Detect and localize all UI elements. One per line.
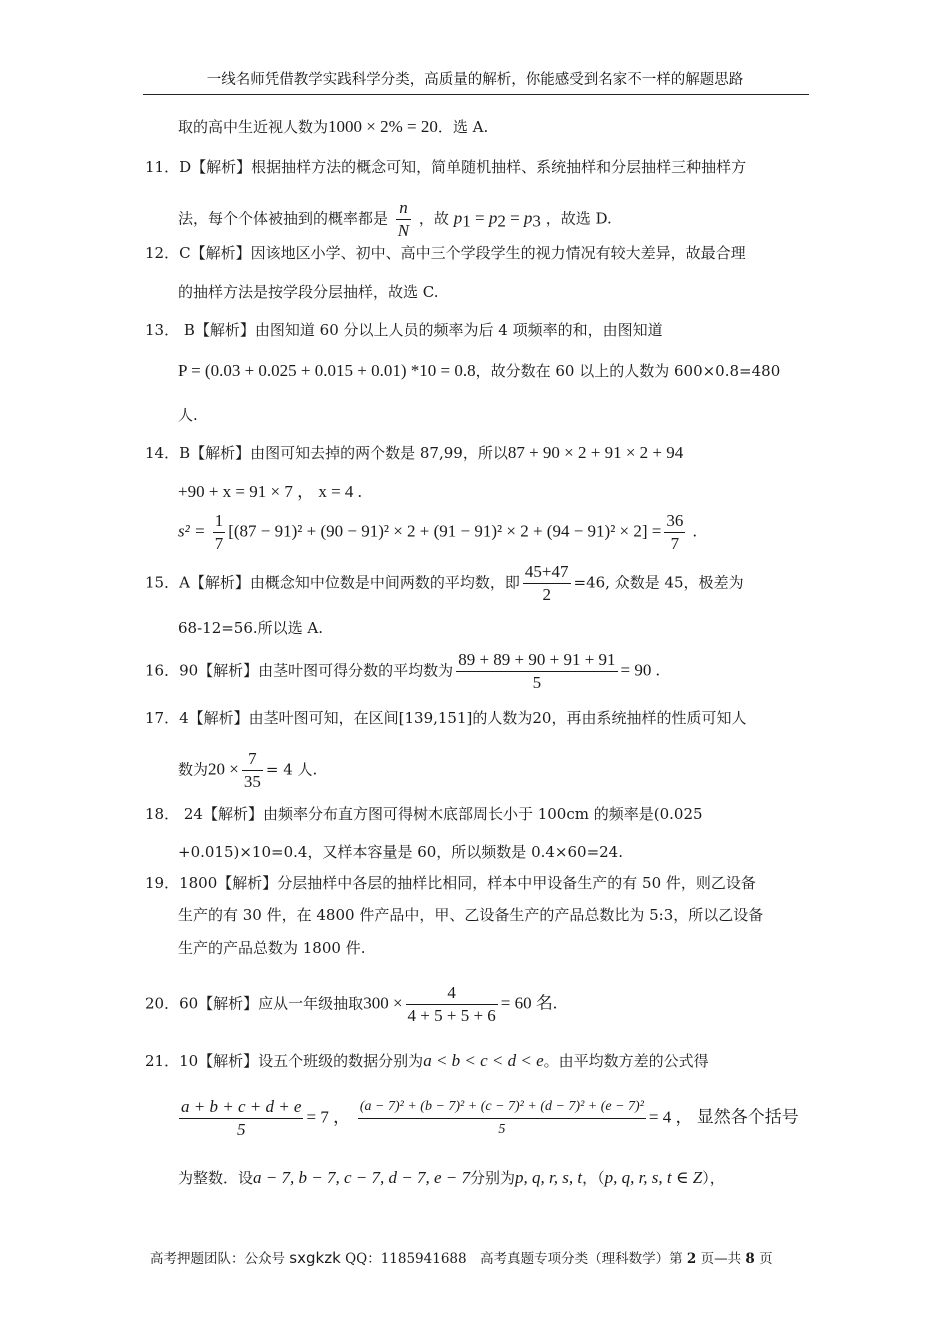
item-12-line-2: 的抽样方法是按学段分层抽样，故选 C. <box>178 283 439 301</box>
item-14-line-1: 14．B【解析】由图可知去掉的两个数是 87,99，所以87 + 90 × 2 + 91 × 2 + 94 <box>145 443 684 462</box>
page-header: 一线名师凭借教学实践科学分类，高质量的解析，你能感受到名家不一样的解题思路 <box>206 72 744 88</box>
item-14-line-2: +90 + x = 91 × 7 ， x = 4 . <box>178 482 362 501</box>
total-pages: 8 <box>745 1251 755 1267</box>
item-11-line-2: 法，每个个体被抽到的概率都是 $\frac{n}{N}$ ，故 $p_1 = p_2 = p_3$ ，故选 D. <box>178 198 612 240</box>
item-16-line: 16．90【解析】由茎叶图可得分数的平均数为 $\frac{89 + 89 + 90 + 91 + 91}{5}$ = 90 . <box>145 650 660 692</box>
footer-account: sxgkzk <box>289 1249 341 1267</box>
fraction-variance: $\frac{\text{(a − 7)² + (b − 7)² + (c − 7)² + (d − 7)² + (e − 7)²}}{5}$ <box>358 1096 646 1141</box>
item-13-line-3: 人. <box>178 406 198 424</box>
item-21-line-2: $\frac{a + b + c + d + e}{5}$ = 7 ， $\frac{\text{(a − 7)² + (b − 7)² + (c − 7)² + (d − 7)² + (e − 7)²}}{5}$ = 4 ， 显然各个括号 <box>181 1097 799 1139</box>
page-footer: 高考押题团队：公众号 sxgkzk QQ：1185941688 高考真题专项分类（理科数学）第 2 页—共 8 页 <box>150 1249 773 1267</box>
item-19-line-1: 19．1800【解析】分层抽样中各层的抽样比相同，样本中甲设备生产的有 50 件，则乙设备 <box>145 874 756 892</box>
fraction-average: $\frac{89 + 89 + 90 + 91 + 91}{5}$ <box>458 650 616 692</box>
item-14-variance-formula: s² = $\frac{1}{7}$ [(87 − 91)² + (90 − 91)² × 2 + (91 − 91)² × 2 + (94 − 91)² × 2] = $\frac{36}{7}$ . <box>178 511 697 553</box>
header-divider <box>143 94 809 95</box>
item-13-line-1: 13． B【解析】由图知道 60 分以上人员的频率为后 4 项频率的和，由图知道 <box>145 321 663 339</box>
item-17-line-2: 数为20 × $\frac{7}{35}$ = 4 人. <box>178 749 318 791</box>
item-18-line-2: +0.015)×10=0.4，又样本容量是 60，所以频数是 0.4×60=24. <box>178 843 623 861</box>
item-19-line-3: 生产的产品总数为 1800 件. <box>178 939 366 957</box>
item-15-line-1: 15．A【解析】由概念知中位数是中间两数的平均数，即 $\frac{45+47}{2}$ =46, 众数是 45，极差为 <box>145 562 744 604</box>
current-page: 2 <box>686 1251 697 1267</box>
item-15-line-2: 68-12=56.所以选 A. <box>178 619 324 637</box>
fraction-7-35: $\frac{7}{35}$ <box>243 749 261 791</box>
fraction-n-over-N: $\frac{n}{N}$ <box>397 198 410 240</box>
item-18-line-1: 18． 24【解析】由频率分布直方图可得树木底部周长小于 100cm 的频率是(0.025 <box>145 805 703 823</box>
item-20-line: 20．60【解析】应从一年级抽取300 × $\frac{4}{4 + 5 + 5 + 6}$ = 60 名. <box>145 983 558 1025</box>
item-11-line-1: 11．D【解析】根据抽样方法的概念可知，简单随机抽样、系统抽样和分层抽样三种抽样方 <box>145 158 747 176</box>
fraction-36-7: $\frac{36}{7}$ <box>666 511 684 553</box>
item-19-line-2: 生产的有 30 件，在 4800 件产品中，甲、乙设备生产的产品总数比为 5:3，所以乙设备 <box>178 906 764 924</box>
item-17-line-1: 17．4【解析】由茎叶图可知，在区间[139,151]的人数为20，再由系统抽样的性质可知人 <box>145 709 747 727</box>
fraction-1-7: $\frac{1}{7}$ <box>214 511 224 553</box>
fraction-median: $\frac{45+47}{2}$ <box>524 562 569 604</box>
item-21-line-1: 21．10【解析】设五个班级的数据分别为a < b < c < d < e。由平均数方差的公式得 <box>145 1051 709 1070</box>
item-21-line-3: 为整数．设a − 7, b − 7, c − 7, d − 7, e − 7分别为p, q, r, s, t，（p, q, r, s, t ∈ Z）， <box>178 1168 725 1187</box>
continuation-line: 取的高中生近视人数为1000 × 2% = 20．选 A. <box>178 117 489 136</box>
fraction-4-over-sum: $\frac{4}{4 + 5 + 5 + 6}$ <box>407 983 496 1025</box>
item-13-line-2: P = (0.03 + 0.025 + 0.015 + 0.01) *10 = 0.8，故分数在 60 以上的人数为 600×0.8=480 <box>178 361 781 380</box>
fraction-mean: $\frac{a + b + c + d + e}{5}$ <box>181 1097 302 1139</box>
item-12-line-1: 12．C【解析】因该地区小学、初中、高中三个学段学生的视力情况有较大差异，故最合理 <box>145 244 746 262</box>
